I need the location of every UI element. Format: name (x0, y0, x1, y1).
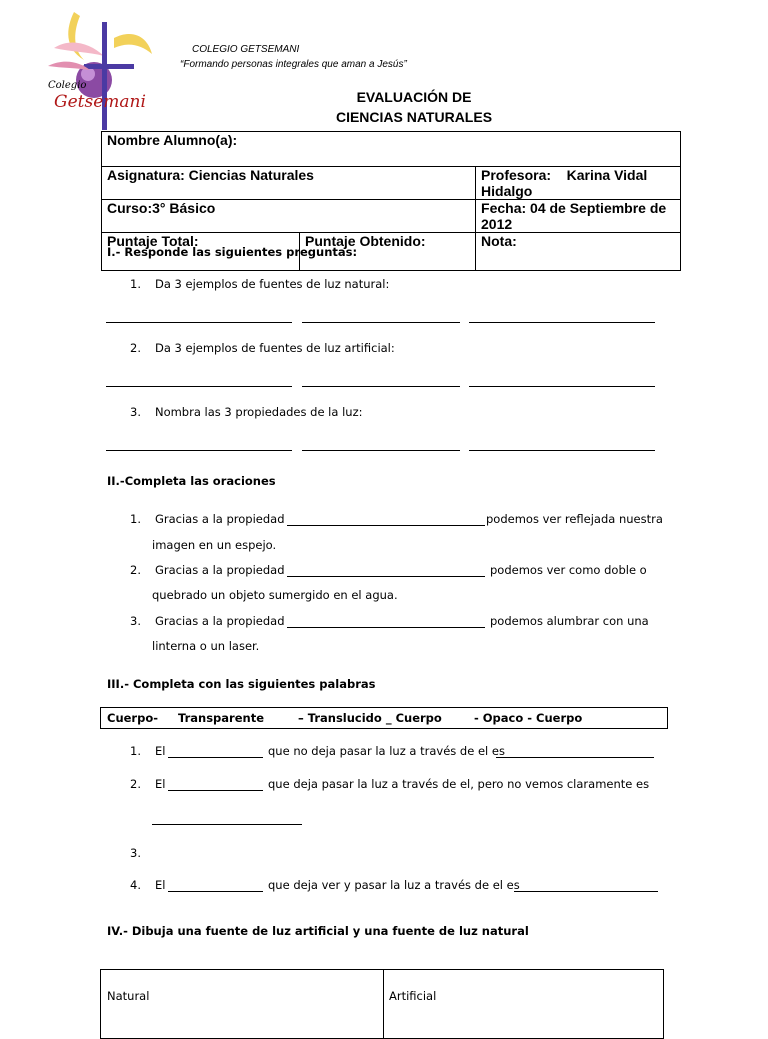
s1-number: 1. (130, 512, 141, 526)
word-4: - Opaco - Cuerpo (474, 711, 583, 725)
s2-text-c: quebrado un objeto sumergido en el agua. (152, 588, 398, 602)
blank-line[interactable] (168, 891, 263, 892)
drawing-box[interactable] (100, 969, 664, 1039)
s1-text-c: imagen en un espejo. (152, 538, 277, 552)
i2-number: 2. (130, 777, 141, 791)
answer-line[interactable] (302, 450, 460, 451)
course-cell: Curso:3° Básico (102, 200, 476, 233)
answer-line[interactable] (302, 386, 460, 387)
i4-text-b: que deja ver y pasar la luz a través de el es (268, 878, 520, 892)
item-3-number: 3. (130, 846, 141, 860)
word-1: Cuerpo- (107, 711, 159, 725)
section1-title: I.- Responde las siguientes preguntas: (107, 245, 358, 259)
teacher-name: Karina Vidal Hidalgo (481, 167, 648, 199)
school-name: COLEGIO GETSEMANI (192, 44, 300, 55)
word-3: – Translucido _ Cuerpo (298, 711, 442, 725)
item-1 (130, 744, 165, 758)
obtained-score-cell: Puntaje Obtenido: (300, 233, 476, 271)
answer-line[interactable] (106, 322, 292, 323)
q2-text: Da 3 ejemplos de fuentes de luz artificial: (154, 341, 395, 355)
blank-line[interactable] (168, 790, 263, 791)
s3-text-a: Gracias a la propiedad (154, 614, 285, 628)
student-label: Nombre Alumno(a): (107, 132, 238, 148)
total-score-cell: Puntaje Total: (102, 233, 300, 271)
blank-line[interactable] (287, 525, 485, 526)
answer-line[interactable] (302, 322, 460, 323)
blank-line[interactable] (496, 757, 654, 758)
sentence-1 (130, 512, 285, 526)
blank-line[interactable] (152, 824, 302, 825)
teacher-label: Profesora: (481, 167, 552, 183)
teacher-cell (476, 167, 681, 200)
date-cell: Fecha: 04 de Septiembre de 2012 (476, 200, 681, 233)
s2-text-b: podemos ver como doble o (490, 563, 647, 577)
blank-line[interactable] (287, 576, 485, 577)
q3-number: 3. (130, 405, 141, 419)
answer-line[interactable] (469, 450, 655, 451)
title-line1: EVALUACIÓN DE (356, 89, 472, 105)
s2-text-a: Gracias a la propiedad (154, 563, 285, 577)
logo-text-small: Colegio (48, 80, 87, 91)
section4-title: IV.- Dibuja una fuente de luz artificial y una fuente de luz natural (107, 924, 529, 938)
i2-text-a: El (154, 777, 166, 791)
i1-text-b: que no deja pasar la luz a través de el es (268, 744, 505, 758)
drawing-box-divider (383, 970, 384, 1038)
answer-line[interactable] (106, 450, 292, 451)
item-4 (130, 878, 165, 892)
q1-text: Da 3 ejemplos de fuentes de luz natural: (154, 277, 390, 291)
question-2 (130, 341, 395, 355)
s1-text-b: podemos ver reflejada nuestra (486, 512, 663, 526)
blank-line[interactable] (514, 891, 658, 892)
answer-line[interactable] (106, 386, 292, 387)
word-2: Transparente (178, 711, 264, 725)
q1-number: 1. (130, 277, 141, 291)
artificial-label: Artificial (389, 989, 437, 1003)
q3-text: Nombra las 3 propiedades de la luz: (154, 405, 363, 419)
grade-cell: Nota: (476, 233, 681, 271)
s1-text-a: Gracias a la propiedad (154, 512, 285, 526)
i4-number: 4. (130, 878, 141, 892)
question-3 (130, 405, 362, 419)
s3-text-c: linterna o un laser. (152, 639, 260, 653)
logo-text-big: Getsemani (54, 92, 146, 112)
student-name-field[interactable] (102, 132, 681, 167)
blank-line[interactable] (168, 757, 263, 758)
answer-line[interactable] (469, 322, 655, 323)
i4-text-a: El (154, 878, 166, 892)
natural-label: Natural (107, 989, 150, 1003)
i2-text-b: que deja pasar la luz a través de el, pero no vemos claramente es (268, 777, 650, 791)
school-motto: “Formando personas integrales que aman a Jesús” (180, 59, 407, 70)
q2-number: 2. (130, 341, 141, 355)
item-2 (130, 777, 165, 791)
section2-title: II.-Completa las oraciones (107, 474, 276, 488)
s2-number: 2. (130, 563, 141, 577)
answer-line[interactable] (469, 386, 655, 387)
question-1 (130, 277, 389, 291)
i1-number: 1. (130, 744, 141, 758)
sentence-3 (130, 614, 285, 628)
s3-text-b: podemos alumbrar con una (490, 614, 649, 628)
word-bank (100, 707, 668, 729)
section3-title: III.- Completa con las siguientes palabras (107, 677, 376, 691)
title-line2: CIENCIAS NATURALES (335, 109, 493, 125)
i1-text-a: El (154, 744, 166, 758)
blank-line[interactable] (287, 627, 485, 628)
subject-cell: Asignatura: Ciencias Naturales (102, 167, 476, 200)
s3-number: 3. (130, 614, 141, 628)
sentence-2 (130, 563, 285, 577)
